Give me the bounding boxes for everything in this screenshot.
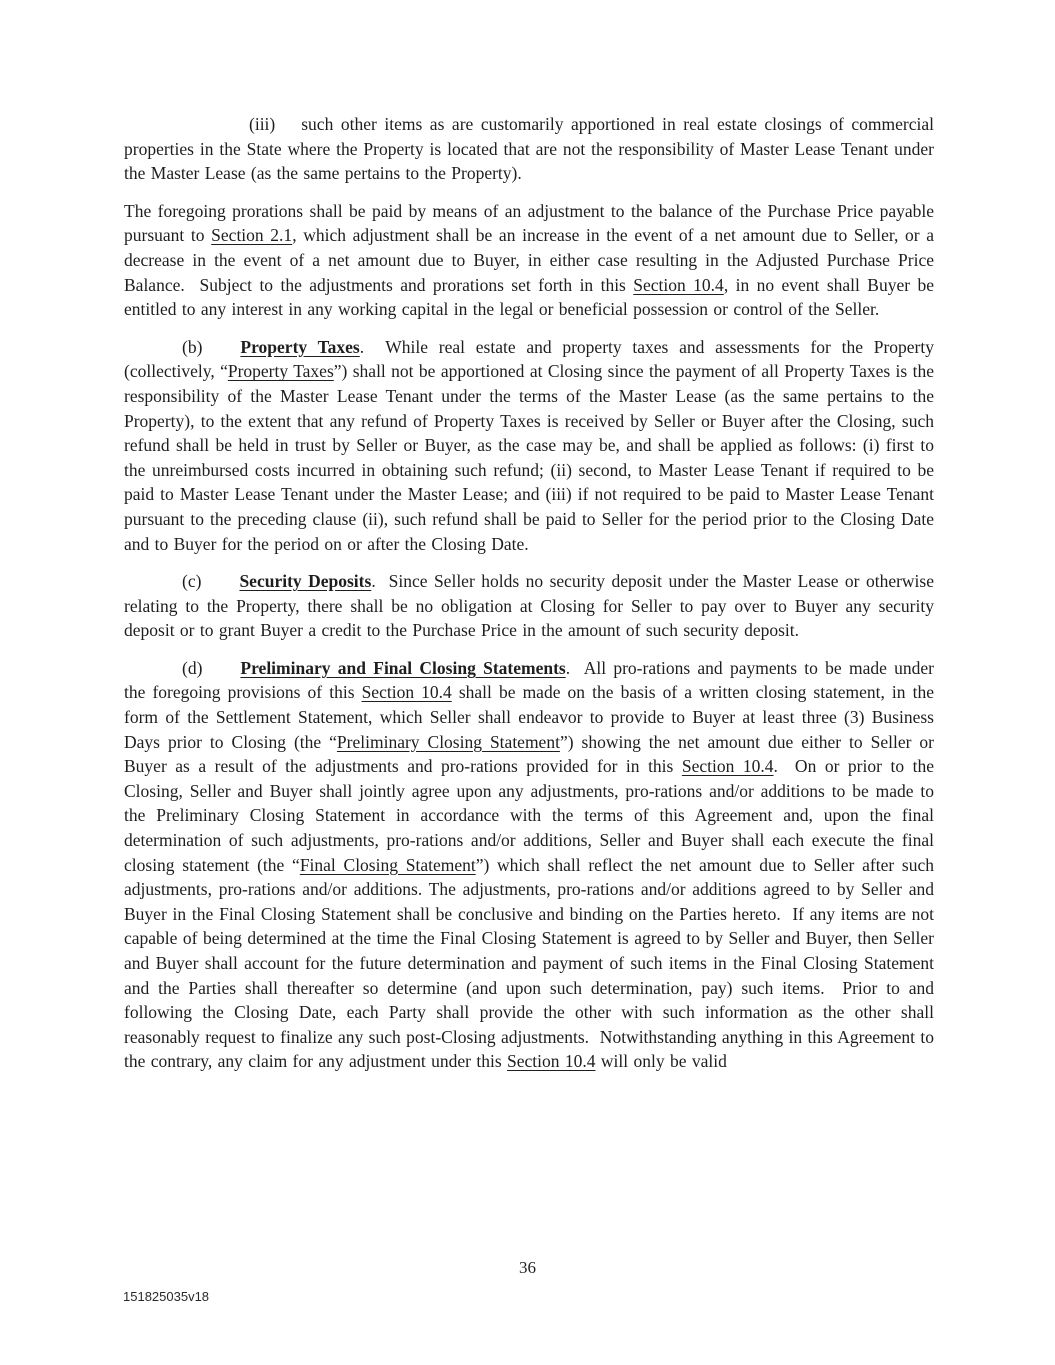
paragraph-clause-iii <box>124 112 934 186</box>
text-run: Section 10.4 <box>361 682 452 703</box>
text-run: The foregoing prorations shall be paid by means of an adjustment to the balance of the Purchase Price payable pursuant to <box>124 200 934 246</box>
paragraph-prorations-adjustment <box>124 199 934 322</box>
text-run: , in no event shall Buyer be entitled to any interest in any working capital in the legal or beneficial possession or control of the Seller. <box>124 274 934 320</box>
text-run: . On or prior to the Closing, Seller and Buyer shall jointly agree upon any adjustments, pro-rations and/or additions to be made to the Preliminary Closing Statement in accordance with the terms of this Agreement and, upon the final determination of such adjustments, pro-rations and/or additions, Seller and Buyer shall each execute the final closing statement (the “ <box>124 756 934 875</box>
text-run: , which adjustment shall be an increase in the event of a net amount due to Seller, or a decrease in the event of a net amount due to Buyer, in either case resulting in the Adjusted Purchase Price Balance. Subject to the adjustments and prorations set forth in this <box>124 225 934 295</box>
text-run: ”) shall not be apportioned at Closing since the payment of all Property Taxes is the responsibility of the Master Lease Tenant under the terms of the Master Lease (as the same pertains to the Property), to the extent that any refund of Property Taxes is received by Seller or Buyer after the Closing, such refund shall be held in trust by Seller or Buyer, as the case may be, and shall be applied as follows: (i) first to the unreimbursed costs incurred in obtaining such refund; (ii) second, to Master Lease Tenant if required to be paid to Master Lease Tenant under the Master Lease; and (iii) if not required to be paid to Master Lease Tenant pursuant to the preceding clause (ii), such refund shall be paid to Seller for the period prior to the Closing Date and to Buyer for the period on or after the Closing Date. <box>124 361 934 554</box>
document-version-id: 151825035v18 <box>123 1289 210 1304</box>
text-run: Section 10.4 <box>681 756 774 777</box>
text-run: (iii) <box>249 114 276 134</box>
paragraph-d-closing-statements <box>124 656 934 1074</box>
text-run: Security Deposits <box>239 571 372 592</box>
document-body <box>124 112 934 1087</box>
text-run: Final Closing Statement <box>299 854 476 875</box>
text-run: Section 2.1 <box>211 225 293 246</box>
text-run: Section 10.4 <box>507 1051 596 1072</box>
text-run: shall be made on the basis of a written closing statement, in the form of the Settlement Statement, which Seller shall endeavor to provide to Buyer at least three (3) Business Days prior to Closing (the “ <box>124 682 934 752</box>
text-run: such other items as are customarily apportioned in real estate closings of commercial properties in the State where the Property is located that are not the responsibility of Master Lease Tenant under the Master Lease (as the same pertains to the Property). <box>124 114 934 184</box>
text-run: Section 10.4 <box>633 274 724 295</box>
text-run: will only be valid <box>595 1051 727 1072</box>
text-run: . While real estate and property taxes and assessments for the Property (collectively, “ <box>124 336 934 382</box>
text-run: (d) <box>182 657 203 678</box>
text-run: (b) <box>182 336 203 357</box>
text-run: Preliminary and Final Closing Statements <box>240 657 566 678</box>
page-number: 36 <box>519 1258 536 1277</box>
text-run: ”) showing the net amount due either to Seller or Buyer as a result of the adjustments and pro-rations provided for in this <box>124 731 934 777</box>
paragraph-c-security-deposits <box>124 569 934 643</box>
text-run: Property Taxes <box>227 361 334 382</box>
text-run: . Since Seller holds no security deposit under the Master Lease or otherwise relating to the Property, there shall be no obligation at Closing for Seller to pay over to Buyer any security deposit or to grant Buyer a credit to the Purchase Price in the amount of such security deposit. <box>124 571 934 641</box>
text-run: . All pro-rations and payments to be made under the foregoing provisions of this <box>124 657 934 703</box>
text-run: ”) which shall reflect the net amount due to Seller after such adjustments, pro-rations and/or additions. The adjustments, pro-rations and/or additions agreed to by Seller and Buyer in the Final Closing Statement shall be conclusive and binding on the Parties hereto. If any items are not capable of being determined at the time the Final Closing Statement is agreed to by Seller and Buyer, then Seller and Buyer shall account for the future determination and payment of such items in the Final Closing Statement and the Parties shall thereafter so determine (and upon such determination, pay) such items. Prior to and following the Closing Date, each Party shall provide the other with such information as the other shall reasonably request to finalize any such post-Closing adjustments. Notwithstanding anything in this Agreement to the contrary, any claim for any adjustment under this <box>124 854 934 1072</box>
text-run: Property Taxes <box>240 336 360 357</box>
paragraph-b-property-taxes <box>124 335 934 556</box>
text-run: (c) <box>182 571 202 592</box>
text-run: Preliminary Closing Statement <box>336 731 560 752</box>
